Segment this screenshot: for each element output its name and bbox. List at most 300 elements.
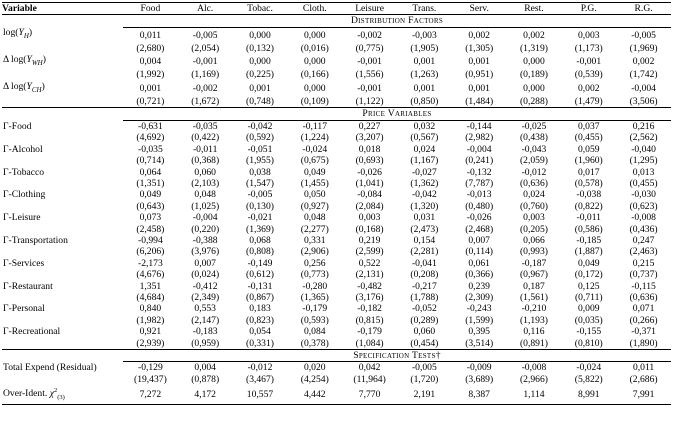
se-cell: (1,025) — [191, 200, 220, 212]
se-cell: (0,208) — [410, 269, 439, 281]
estimate-cell: 0,020 — [303, 362, 326, 374]
estimate-cell: -0,179 — [302, 303, 328, 315]
estimate-cell: 0,038 — [249, 166, 271, 178]
estimate-cell: 4,442 — [287, 385, 342, 404]
estimate-cell: -0,035 — [192, 120, 218, 132]
se-cell: (0,454) — [410, 337, 439, 349]
table-row — [2, 326, 671, 337]
estimate-cell: -0,005 — [411, 362, 437, 374]
table-body — [2, 15, 671, 404]
estimate-cell: -0,011 — [576, 212, 601, 224]
row-label: Γ-Clothing — [3, 189, 46, 201]
column-header: P.G. — [561, 3, 616, 15]
se-cell: (1,720) — [410, 373, 439, 385]
se-cell: (2,084) — [355, 200, 384, 212]
estimate-cell: 0,073 — [139, 212, 162, 224]
row-label-empty — [2, 96, 123, 108]
estimate-cell: -0,155 — [576, 326, 602, 338]
estimate-cell: 2,191 — [397, 385, 452, 404]
estimate-cell: 8,991 — [561, 385, 616, 404]
table-row — [2, 189, 671, 200]
se-cell: (4,254) — [300, 373, 329, 385]
se-cell: (1,905) — [410, 42, 439, 54]
se-cell: (1,788) — [410, 291, 439, 303]
table-row — [2, 167, 671, 178]
se-cell: (2,906) — [300, 246, 329, 258]
column-header: Rest. — [507, 3, 562, 15]
se-cell: (0,368) — [191, 155, 220, 167]
estimate-cell: -0,025 — [521, 120, 547, 132]
se-cell: (0,643) — [136, 200, 165, 212]
se-cell: (0,225) — [246, 69, 274, 81]
estimate-cell: 0,001 — [468, 55, 490, 67]
estimate-cell: 0,183 — [249, 303, 271, 315]
estimate-cell: 0,003 — [577, 29, 600, 41]
table-row-se — [2, 338, 671, 350]
estimate-cell: 0,256 — [303, 257, 326, 269]
se-cell: (1,599) — [465, 314, 494, 326]
se-cell: (0,891) — [519, 337, 548, 349]
estimate-cell: 0,003 — [358, 212, 381, 224]
row-label: Γ-Recreational — [3, 326, 61, 338]
se-cell: (3,514) — [465, 337, 494, 349]
se-cell: (0,867) — [246, 291, 274, 303]
estimate-cell: -0,005 — [192, 29, 218, 41]
estimate-cell: 0,125 — [577, 280, 600, 292]
section-title: Price Variables — [123, 108, 671, 120]
se-cell: (0,205) — [519, 223, 548, 235]
se-cell: (1,263) — [410, 69, 439, 81]
estimate-cell: 0,018 — [358, 143, 381, 155]
section-header-row — [2, 350, 671, 362]
estimate-cell: 0,007 — [468, 234, 490, 246]
estimate-cell: -0,001 — [357, 55, 382, 67]
section-spacer — [2, 108, 123, 120]
table-row — [2, 144, 671, 155]
se-cell: (0,455) — [574, 132, 603, 144]
se-cell: (3,976) — [191, 246, 220, 258]
estimate-cell: -0,043 — [521, 143, 547, 155]
estimate-cell: -0,117 — [302, 120, 327, 132]
se-cell: (1,362) — [410, 177, 439, 189]
estimate-cell: -0,187 — [521, 257, 547, 269]
estimate-cell: 0,002 — [577, 82, 600, 94]
se-cell: (0,993) — [519, 246, 548, 258]
table-row — [2, 81, 671, 96]
se-cell: (0,714) — [136, 155, 165, 167]
estimate-cell: 7,770 — [342, 385, 397, 404]
se-cell: (0,241) — [465, 155, 494, 167]
se-cell: (0,815) — [355, 314, 384, 326]
estimate-cell: 0,002 — [523, 29, 545, 41]
row-label-empty — [2, 132, 123, 143]
estimate-cell: 0,001 — [413, 82, 436, 94]
se-cell: (1,982) — [136, 314, 165, 326]
estimate-cell: 0,017 — [577, 166, 600, 178]
estimate-cell: -0,243 — [466, 303, 492, 315]
se-cell: (1,169) — [191, 69, 220, 81]
table-row-se — [2, 178, 671, 189]
se-cell: (0,578) — [574, 177, 603, 189]
estimate-cell: 0,002 — [632, 55, 655, 67]
se-cell: (2,562) — [629, 132, 658, 144]
estimate-cell: -0,051 — [247, 143, 273, 155]
se-cell: (0,480) — [465, 200, 494, 212]
table-row-se — [2, 132, 671, 143]
estimate-cell: 0,116 — [523, 326, 545, 338]
estimate-cell: 0,024 — [413, 143, 436, 155]
se-cell: (4,676) — [136, 269, 165, 281]
row-label-empty — [2, 224, 123, 235]
se-cell: (1,122) — [355, 96, 384, 108]
se-cell: (2,939) — [136, 337, 165, 349]
estimate-cell: 0,219 — [358, 234, 381, 246]
se-cell: (0,366) — [465, 269, 494, 281]
estimate-cell: 0,048 — [303, 212, 326, 224]
estimate-cell: 0,216 — [632, 120, 655, 132]
se-cell: (1,742) — [629, 69, 658, 81]
se-cell: (0,760) — [519, 200, 548, 212]
estimate-cell: -0,185 — [576, 234, 602, 246]
se-cell: (2,468) — [465, 223, 494, 235]
se-cell: (1,887) — [574, 246, 603, 258]
row-label-empty — [2, 69, 123, 80]
se-cell: (0,967) — [519, 269, 548, 281]
se-cell: (2,680) — [136, 42, 165, 54]
se-cell: (0,748) — [246, 96, 274, 108]
table-row-se — [2, 224, 671, 235]
table-row — [2, 120, 671, 132]
se-cell: (0,266) — [629, 314, 658, 326]
estimate-cell: -0,001 — [576, 55, 602, 67]
column-header: Variable — [2, 3, 123, 15]
estimate-cell: 0,395 — [468, 326, 490, 338]
estimate-cell: 0,059 — [577, 143, 600, 155]
se-cell: (19,437) — [134, 373, 167, 385]
se-cell: (1,173) — [574, 42, 603, 54]
se-cell: (1,351) — [136, 177, 165, 189]
table-row-se — [2, 69, 671, 80]
se-cell: (2,054) — [191, 42, 220, 54]
se-cell: (7,787) — [465, 177, 494, 189]
se-cell: (1,041) — [355, 177, 384, 189]
header-row — [2, 3, 671, 15]
estimate-cell: 0,060 — [194, 166, 216, 178]
estimate-cell: -0,631 — [138, 120, 163, 132]
se-cell: (0,024) — [191, 269, 220, 281]
row-label-empty — [2, 315, 123, 326]
table-row — [2, 235, 671, 246]
se-cell: (2,982) — [465, 132, 494, 144]
se-cell: (2,309) — [465, 291, 494, 303]
se-cell: (0,130) — [246, 200, 274, 212]
se-cell: (0,378) — [300, 337, 329, 349]
row-label: Δ $\log(Y_{WH})$ — [3, 54, 46, 67]
table-row — [2, 303, 671, 314]
se-cell: (0,775) — [355, 42, 384, 54]
row-label: $\log(Y_H)$ — [3, 27, 33, 41]
estimate-cell: -0,994 — [138, 234, 163, 246]
estimate-cell: -0,001 — [357, 82, 382, 94]
estimate-cell: -0,038 — [576, 189, 602, 201]
estimate-cell: -0,280 — [302, 280, 328, 292]
se-cell: (1,890) — [629, 337, 658, 349]
estimate-cell: 0,084 — [303, 326, 326, 338]
table-row-se — [2, 155, 671, 166]
estimate-cell: -0,026 — [357, 166, 382, 178]
estimate-cell: 0,000 — [303, 55, 326, 67]
table-row — [2, 281, 671, 292]
se-cell: (2,059) — [519, 155, 548, 167]
se-cell: (1,224) — [300, 132, 329, 144]
estimate-cell: -0,024 — [576, 362, 602, 374]
estimate-cell: 0,227 — [358, 120, 381, 132]
row-label-empty — [2, 374, 123, 385]
estimate-cell: -0,005 — [247, 189, 273, 201]
estimate-cell: -0,041 — [411, 257, 437, 269]
table-row — [2, 212, 671, 223]
estimate-cell: -0,001 — [192, 55, 218, 67]
estimate-cell: 0,049 — [303, 166, 326, 178]
estimate-cell: -0,115 — [631, 280, 656, 292]
se-cell: (1,369) — [246, 223, 274, 235]
se-cell: (1,672) — [191, 96, 220, 108]
se-cell: (0,711) — [574, 291, 603, 303]
se-cell: (1,084) — [355, 337, 384, 349]
se-cell: (0,737) — [629, 269, 658, 281]
se-cell: (0,808) — [246, 246, 274, 258]
estimate-cell: -0,052 — [411, 303, 437, 315]
se-cell: (0,612) — [246, 269, 274, 281]
estimate-cell: -0,131 — [247, 280, 273, 292]
estimate-cell: 0,000 — [523, 82, 545, 94]
estimate-cell: -0,144 — [466, 120, 492, 132]
table-row-se — [2, 201, 671, 212]
se-cell: (2,966) — [519, 373, 548, 385]
estimate-cell: -0,084 — [357, 189, 382, 201]
se-cell: (0,693) — [355, 155, 384, 167]
estimate-cell: 0,013 — [632, 166, 655, 178]
estimate-cell: 0,011 — [139, 29, 162, 41]
se-cell: (0,773) — [300, 269, 329, 281]
se-cell: (0,455) — [629, 177, 658, 189]
column-header: Food — [123, 3, 178, 15]
estimate-cell: 7,272 — [123, 385, 178, 404]
se-cell: (1,305) — [465, 42, 494, 54]
estimate-cell: 0,031 — [413, 212, 436, 224]
estimate-cell: -0,482 — [357, 280, 382, 292]
estimate-cell: 4,172 — [178, 385, 233, 404]
se-cell: (0,436) — [629, 223, 658, 235]
se-cell: (1,955) — [246, 155, 274, 167]
row-label-empty — [2, 155, 123, 166]
se-cell: (0,172) — [574, 269, 603, 281]
se-cell: (3,176) — [355, 291, 384, 303]
estimate-cell: -0,217 — [411, 280, 437, 292]
estimate-cell: -0,012 — [247, 362, 273, 374]
table-row — [2, 258, 671, 269]
estimate-cell: 0,921 — [139, 326, 162, 338]
estimate-cell: -0,008 — [631, 212, 656, 224]
se-cell: (2,147) — [191, 314, 220, 326]
column-header: R.G. — [616, 3, 671, 15]
se-cell: (1,479) — [574, 96, 603, 108]
se-cell: (0,035) — [574, 314, 603, 326]
estimate-cell: -0,388 — [192, 234, 218, 246]
column-header: Leisure — [342, 3, 397, 15]
se-cell: (0,592) — [246, 132, 274, 144]
estimate-cell: 0,001 — [139, 82, 162, 94]
row-label-empty — [2, 246, 123, 257]
estimate-cell: 0,154 — [413, 234, 436, 246]
estimate-cell: -0,129 — [138, 362, 163, 374]
row-label-empty — [2, 178, 123, 189]
estimate-cell: 0,247 — [632, 234, 655, 246]
row-label: Γ-Services — [3, 257, 45, 269]
estimates-table — [2, 2, 671, 405]
estimate-cell: 0,054 — [249, 326, 271, 338]
estimate-cell: 0,000 — [249, 55, 271, 67]
se-cell: (1,320) — [410, 200, 439, 212]
estimate-cell: 0,007 — [194, 257, 216, 269]
estimate-cell: 0,048 — [194, 189, 216, 201]
row-label: Γ-Alcohol — [3, 143, 43, 155]
se-cell: (1,484) — [465, 96, 494, 108]
section-title: Distribution Factors — [123, 15, 671, 27]
estimate-cell: -0,024 — [302, 143, 328, 155]
se-cell: (1,960) — [574, 155, 603, 167]
estimate-cell: 0,042 — [358, 362, 381, 374]
row-label-empty — [2, 43, 123, 54]
table-row-se — [2, 374, 671, 385]
se-cell: (0,878) — [191, 373, 220, 385]
estimate-cell: 0,002 — [468, 29, 490, 41]
estimate-cell: 0,068 — [249, 234, 271, 246]
se-cell: (3,506) — [629, 96, 658, 108]
estimate-cell: 0,553 — [194, 303, 216, 315]
se-cell: (1,193) — [519, 314, 548, 326]
se-cell: (1,556) — [355, 69, 384, 81]
se-cell: (0,927) — [300, 200, 329, 212]
estimate-cell: 10,557 — [233, 385, 288, 404]
se-cell: (1,547) — [246, 177, 274, 189]
column-header: Tobac. — [233, 3, 288, 15]
estimate-cell: 0,066 — [523, 234, 545, 246]
estimate-cell: 0,049 — [577, 257, 600, 269]
estimate-cell: 0,037 — [577, 120, 600, 132]
estimate-cell: -0,026 — [466, 212, 492, 224]
estimate-cell: -0,013 — [466, 189, 492, 201]
se-cell: (0,623) — [629, 200, 658, 212]
row-label-empty — [2, 201, 123, 212]
estimate-cell: 0,009 — [577, 303, 600, 315]
estimate-cell: -0,004 — [466, 143, 492, 155]
se-cell: (0,016) — [300, 42, 329, 54]
se-cell: (0,168) — [355, 223, 384, 235]
row-label-empty — [2, 292, 123, 303]
se-cell: (2,599) — [355, 246, 384, 258]
estimate-cell: 0,522 — [358, 257, 381, 269]
estimate-cell: 0,239 — [468, 280, 490, 292]
section-title: Specification Tests† — [123, 350, 671, 362]
se-cell: (1,319) — [519, 42, 548, 54]
se-cell: (0,289) — [410, 314, 439, 326]
estimate-cell: 0,064 — [139, 166, 162, 178]
estimate-cell: 0,060 — [413, 326, 436, 338]
se-cell: (4,684) — [136, 291, 165, 303]
se-cell: (2,686) — [629, 373, 658, 385]
estimate-cell: -0,040 — [631, 143, 656, 155]
se-cell: (0,132) — [246, 42, 274, 54]
se-cell: (0,586) — [574, 223, 603, 235]
estimate-cell: -0,042 — [247, 120, 273, 132]
se-cell: (2,473) — [410, 223, 439, 235]
estimate-cell: -0,008 — [521, 362, 547, 374]
estimate-cell: -0,182 — [357, 303, 382, 315]
estimate-cell: 0,049 — [139, 189, 162, 201]
section-spacer — [2, 350, 123, 362]
table-row-se — [2, 292, 671, 303]
estimate-cell: 0,000 — [523, 55, 545, 67]
se-cell: (0,166) — [300, 69, 329, 81]
estimate-cell: -0,183 — [192, 326, 218, 338]
se-cell: (0,675) — [300, 155, 329, 167]
se-cell: (0,539) — [574, 69, 603, 81]
table-row — [2, 385, 671, 404]
estimate-cell: -0,035 — [138, 143, 163, 155]
estimate-cell: -0,371 — [631, 326, 656, 338]
table-row — [2, 54, 671, 69]
se-cell: (1,295) — [629, 155, 658, 167]
row-label: Total Expend (Residual) — [3, 362, 97, 374]
se-cell: (2,458) — [136, 223, 165, 235]
table-row — [2, 362, 671, 374]
section-spacer — [2, 15, 123, 27]
row-label: Γ-Tobacco — [3, 166, 45, 178]
estimate-cell: 0,003 — [523, 212, 545, 224]
se-cell: (2,103) — [191, 177, 220, 189]
se-cell: (5,822) — [574, 373, 603, 385]
estimate-cell: 0,024 — [523, 189, 545, 201]
se-cell: (0,959) — [191, 337, 220, 349]
estimate-cell: 0,001 — [249, 82, 271, 94]
se-cell: (11,964) — [353, 373, 386, 385]
estimate-cell: -0,149 — [247, 257, 273, 269]
table-row-se — [2, 96, 671, 108]
se-cell: (0,810) — [574, 337, 603, 349]
table-row-se — [2, 269, 671, 280]
estimate-cell: 0,061 — [468, 257, 490, 269]
row-label: Γ-Restaurant — [3, 280, 53, 292]
estimate-cell: 0,331 — [303, 234, 326, 246]
se-cell: (0,721) — [136, 96, 165, 108]
se-cell: (1,365) — [300, 291, 329, 303]
row-label: Γ-Personal — [3, 303, 45, 315]
se-cell: (1,992) — [136, 69, 165, 81]
estimate-cell: 0,187 — [523, 280, 545, 292]
se-cell: (1,455) — [300, 177, 329, 189]
estimate-cell: 0,000 — [303, 29, 326, 41]
estimate-cell: -0,132 — [466, 166, 492, 178]
estimate-cell: 0,215 — [632, 257, 655, 269]
estimates-table-container — [0, 2, 673, 435]
estimate-cell: 0,001 — [468, 82, 490, 94]
estimate-cell: 8,387 — [452, 385, 507, 404]
estimate-cell: 7,991 — [616, 385, 671, 404]
estimate-cell: 0,004 — [139, 55, 162, 67]
se-cell: (0,189) — [519, 69, 548, 81]
estimate-cell: -0,004 — [192, 212, 218, 224]
